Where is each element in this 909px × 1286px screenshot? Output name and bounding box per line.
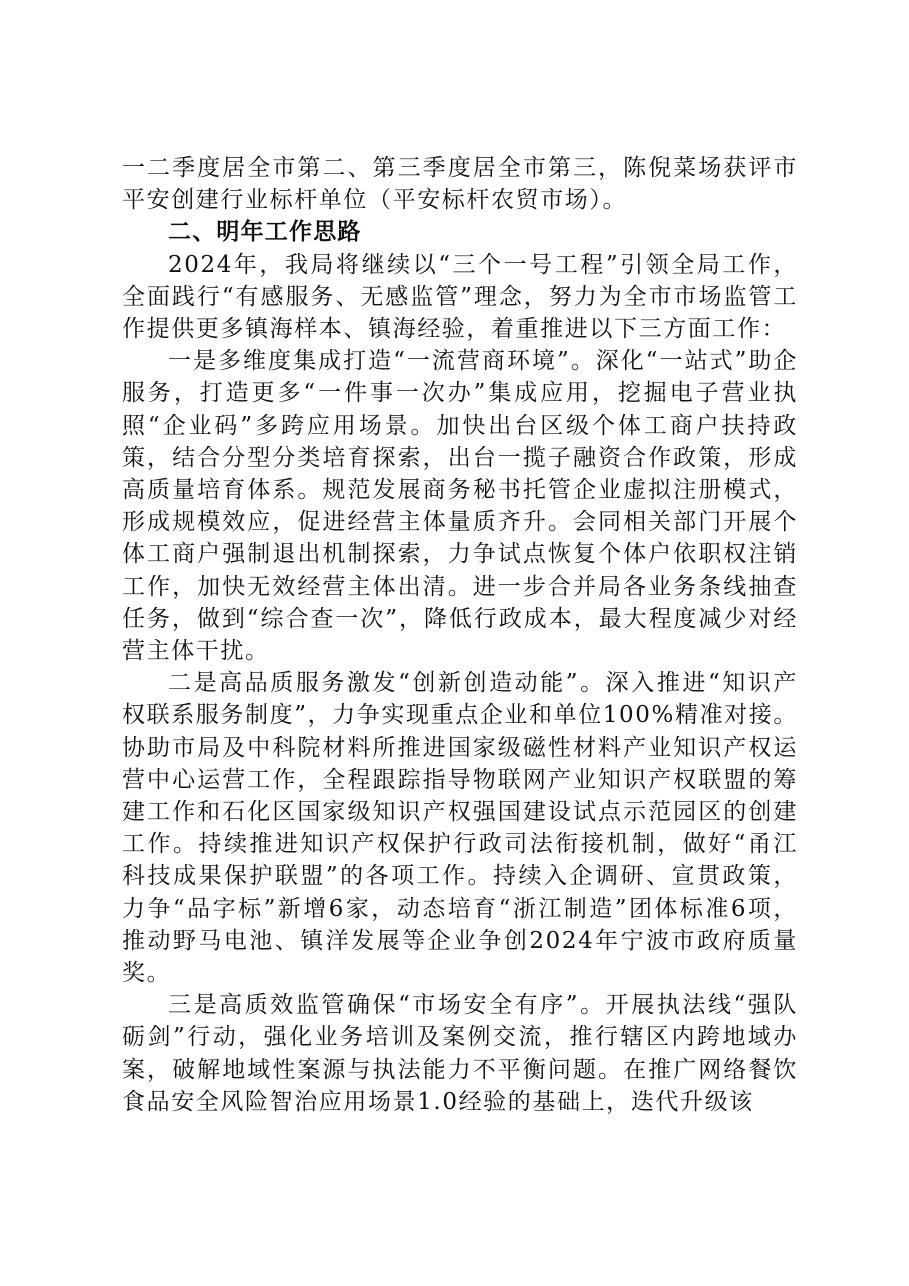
paragraph-point-one: 一是多维度集成打造“一流营商环境”。深化“一站式”助企服务，打造更多“一件事一次办”集成应用，挖掘电子营业执照“企业码”多跨应用场景。加快出台区级个体工商户扶持政策，结合分型分类培育探索，出台一揽子融资合作政策，形成高质量培育体系。规范发展商务秘书托管企业虚拟注册模式，形成规模效应，促进经营主体量质齐升。会同相关部门开展个体工商户强制退出机制探索，力争试点恢复个体户依职权注销工作，加快无效经营主体出清。进一步合并局各业务条线抽查任务，做到“综合查一次”，降低行政成本，最大程度减少对经营主体干扰。 xyxy=(122,348,798,665)
paragraph-continued: 一二季度居全市第二、第三季度居全市第三，陈倪菜场获评市平安创建行业标杆单位（平安标杆农贸市场）。 xyxy=(122,155,798,214)
paragraph-intro: 2024年，我局将继续以“三个一号工程”引领全局工作，全面践行“有感服务、无感监管”理念，努力为全市市场监管工作提供更多镇海样本、镇海经验，着重推进以下三方面工作： xyxy=(122,251,798,343)
section-heading: 二、明年工作思路 xyxy=(168,219,362,246)
paragraph-point-two: 二是高品质服务激发“创新创造动能”。深入推进“知识产权联系服务制度”，力争实现重点企业和单位100%精准对接。协助市局及中科院材料所推进国家级磁性材料产业知识产权运营中心运营工作，全程跟踪指导物联网产业知识产权联盟的筹建工作和石化区国家级知识产权强国建设试点示范园区的创建工作。持续推进知识产权保护行政司法衔接机制，做好“甬江科技成果保护联盟”的各项工作。持续入企调研、宣贯政策，力争“品字标”新增6家，动态培育“浙江制造”团体标准6项，推动野马电池、镇洋发展等企业争创2024年宁波市政府质量奖。 xyxy=(122,670,798,987)
paragraph-point-three: 三是高质效监管确保“市场安全有序”。开展执法线“强队砺剑”行动，强化业务培训及案例交流，推行辖区内跨地域办案，破解地域性案源与执法能力不平衡问题。在推广网络餐饮食品安全风险智治应用场景1.0经验的基础上，迭代升级该 xyxy=(122,992,798,1115)
document-body xyxy=(122,152,798,1118)
